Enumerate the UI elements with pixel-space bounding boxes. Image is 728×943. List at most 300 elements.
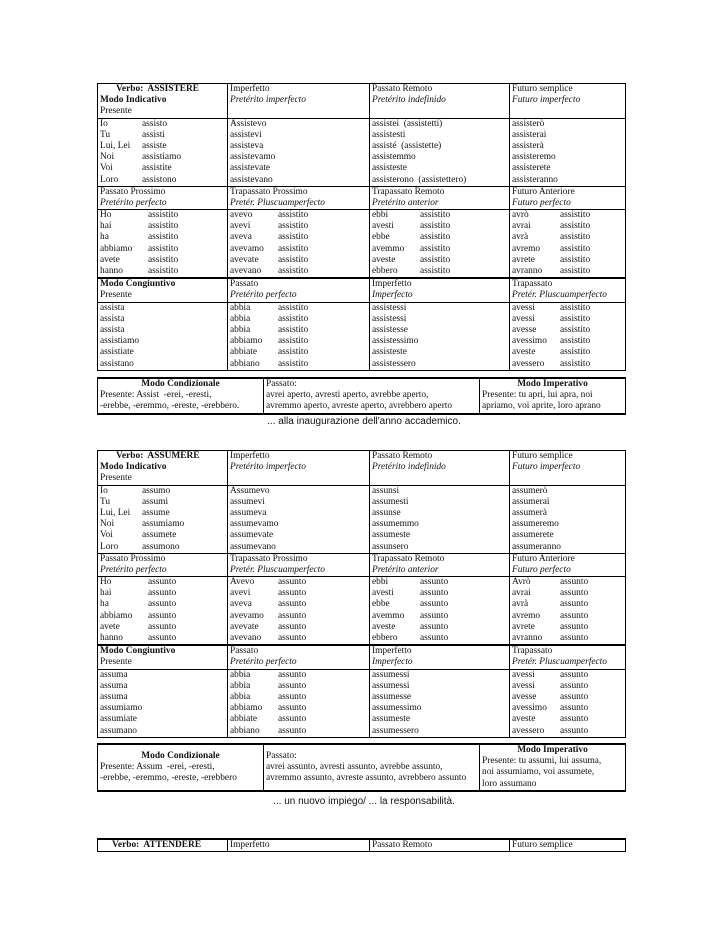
cell-line: assistessimo — [372, 336, 419, 347]
indicativo-label: Modo Indicativo — [100, 462, 167, 473]
tense-spanish: Pretérito imperfecto — [230, 462, 306, 473]
form-aux: hai — [100, 588, 112, 599]
cell-line — [512, 703, 623, 714]
cell-line — [100, 130, 225, 141]
cell-line — [372, 599, 507, 610]
cell-line — [230, 681, 367, 692]
form-part: assunto — [278, 680, 307, 691]
form-part: assistito — [420, 266, 451, 276]
form-part: assistito — [278, 221, 309, 232]
form-part: assistito — [560, 266, 591, 276]
form-aux: avete — [100, 254, 120, 265]
cell-line — [512, 232, 623, 243]
forms-cell — [228, 577, 370, 646]
cell-line — [372, 266, 507, 277]
form-part: assunto — [420, 577, 449, 588]
form-part: assistito — [560, 232, 591, 243]
cell-line — [372, 577, 507, 588]
condizionale-title: Modo Condizionale — [141, 379, 220, 389]
pronoun: Voi — [100, 163, 113, 174]
tense-header-cell — [228, 645, 370, 669]
form-part: assistito — [420, 254, 451, 265]
form-part: assunto — [278, 669, 307, 680]
cell-line — [372, 210, 507, 221]
verb-form: assistiamo — [142, 152, 182, 163]
form-part: assistito — [278, 313, 309, 324]
form-part: assistito — [278, 302, 309, 313]
cell-line — [100, 244, 225, 255]
form-aux: avremo — [512, 243, 541, 254]
cell-line — [230, 325, 367, 336]
compound-header-cell — [228, 553, 370, 576]
congiuntivo-forms-row — [98, 302, 626, 370]
cell-line — [512, 599, 623, 610]
cell-line: assistiamo — [100, 336, 140, 347]
tense-spanish: Pretér. Pluscuamperfecto — [512, 290, 607, 301]
form-part: assistito — [278, 266, 309, 276]
pronoun: Loro — [100, 174, 119, 185]
cell-line — [100, 221, 225, 232]
forms-cell — [510, 210, 626, 279]
cell-line — [100, 611, 225, 622]
form-aux: avrai — [512, 221, 531, 232]
form-aux: avessi — [512, 669, 535, 680]
cell-line: assumiamo — [100, 703, 143, 714]
form-part: assunto — [420, 633, 449, 643]
compound-header-cell — [510, 553, 626, 576]
form-aux: avremo — [512, 610, 541, 621]
form-aux: Ho — [100, 210, 112, 221]
form-aux: avesse — [512, 691, 537, 702]
tense-spanish: Pretérito imperfecto — [230, 95, 306, 106]
form-aux: avemmo — [372, 610, 405, 621]
verb-cell — [98, 84, 228, 119]
form-aux: avesti — [372, 588, 394, 599]
form-part: assistito — [278, 336, 309, 347]
cell-line — [512, 633, 623, 644]
tense-spanish: Pretérito indefinido — [372, 462, 446, 473]
form-aux: abbia — [230, 302, 251, 313]
form-aux: aveva — [230, 599, 252, 610]
cell-line — [372, 221, 507, 232]
form-aux: avesti — [372, 221, 394, 232]
pronoun: Tu — [100, 129, 111, 140]
cell-line: assisterò — [512, 118, 545, 129]
tense-name: Futuro Anteriore — [512, 186, 575, 197]
form-aux: aveste — [512, 347, 536, 358]
cell-line — [100, 542, 225, 553]
form-part: assunto — [420, 599, 449, 610]
tense-name: Futuro semplice — [512, 84, 573, 94]
cell-line — [512, 588, 623, 599]
example-caption: ... un nuovo impiego/ ... la responsabilità. — [273, 796, 455, 807]
cell-line: assisterai — [512, 129, 547, 140]
forms-cell — [370, 302, 510, 370]
verb-title: Verbo: ATTENDERE — [112, 840, 202, 850]
tense-name: Trapassato — [512, 646, 553, 657]
cell-line: assisterà — [512, 140, 544, 151]
forms-cell — [370, 485, 510, 553]
form-part: assistito — [560, 210, 591, 221]
tense-header-cell — [370, 451, 510, 486]
cell-line — [100, 119, 225, 130]
tense-header-cell — [98, 839, 228, 852]
cell-line — [372, 244, 507, 255]
cell-line: assistevano — [230, 174, 273, 185]
form-part: assunto — [278, 577, 307, 588]
cell-line — [230, 726, 367, 737]
verb-form: assumiamo — [142, 519, 185, 530]
tense-spanish: Imperfecto — [372, 657, 413, 668]
form-aux: avessi — [512, 313, 535, 324]
form-aux: abbiano — [230, 358, 260, 369]
tense-name: Imperfetto — [230, 451, 270, 461]
form-aux: abbiate — [230, 347, 258, 358]
form-part: assistito — [420, 232, 451, 243]
verb-form: assisto — [142, 118, 168, 129]
cell-line: assistevate — [230, 163, 271, 174]
form-part: assunto — [560, 680, 589, 691]
header-row — [98, 451, 626, 486]
congiuntivo-label-cell — [98, 645, 228, 669]
form-part: assunto — [560, 703, 589, 714]
tense-name: Trapassato Prossimo — [230, 553, 308, 564]
form-aux: avrà — [512, 599, 529, 610]
pronoun: Voi — [100, 530, 113, 541]
imperativo-title: Modo Imperativo — [517, 379, 588, 389]
compound-header-cell — [510, 186, 626, 209]
congiuntivo-label: Modo Congiuntivo — [100, 646, 176, 657]
verb-table — [97, 450, 626, 738]
forms-cell — [228, 302, 370, 370]
cell-line: assista — [100, 313, 125, 324]
cell-line: assista — [100, 324, 125, 335]
tense-name: Trapassato Remoto — [372, 186, 445, 197]
tense-name: Futuro semplice — [512, 840, 573, 850]
form-aux: ha — [100, 232, 109, 243]
cell-line — [512, 266, 623, 277]
form-aux: Avrò — [512, 577, 531, 588]
cell-line — [230, 255, 367, 266]
cell-line: assumessero — [372, 725, 419, 736]
form-part: assunto — [420, 610, 449, 621]
cell-line: avrei assunto, avresti assunto, avrebbe assunto, — [266, 761, 443, 772]
form-part: assistito — [148, 221, 179, 232]
cell-line — [100, 633, 225, 644]
cell-line: assumemmo — [372, 519, 419, 530]
cell-line — [512, 221, 623, 232]
cell-line — [100, 599, 225, 610]
form-part: assunto — [560, 725, 589, 736]
form-aux: avessero — [512, 725, 545, 736]
cell-line — [230, 599, 367, 610]
form-aux: avranno — [512, 266, 543, 276]
cell-line: assumevate — [230, 530, 274, 541]
cell-line: Assumevo — [230, 485, 270, 496]
verb-form: assumo — [142, 485, 171, 496]
form-part: assistito — [420, 221, 451, 232]
cell-line: assistessi — [372, 302, 407, 313]
tense-header-cell — [510, 451, 626, 486]
cell-line — [230, 266, 367, 277]
cell-line — [100, 152, 225, 163]
cell-line: assumiate — [100, 714, 137, 725]
passato-cell — [264, 378, 480, 414]
form-aux: ebbi — [372, 577, 389, 588]
verb-form: assistite — [142, 163, 172, 174]
verb-table — [97, 83, 626, 371]
cell-line: -erebbe, -eremmo, -ereste, -erebbero. — [100, 401, 240, 412]
pronoun: Loro — [100, 541, 119, 552]
pronoun: Tu — [100, 496, 111, 507]
cell-line: -erebbe, -eremmo, -ereste, -erebbero — [100, 772, 237, 783]
moods-tr — [98, 378, 626, 414]
form-part: assistito — [148, 243, 179, 254]
tense-header-cell — [510, 645, 626, 669]
form-aux: abbia — [230, 691, 251, 702]
imperativo-cell — [480, 378, 626, 414]
cell-line — [230, 692, 367, 703]
cell-line — [512, 303, 623, 314]
cell-line — [512, 577, 623, 588]
form-aux: avrò — [512, 210, 529, 221]
cell-line — [100, 232, 225, 243]
cell-line — [512, 726, 623, 737]
pronoun: Noi — [100, 152, 115, 163]
form-part: assistito — [560, 324, 591, 335]
cell-line: assumessi — [372, 669, 410, 680]
cell-line: Presente: tu apri, lui apra, noi — [482, 390, 593, 401]
form-aux: avevano — [230, 633, 262, 643]
header-row — [98, 839, 626, 852]
cell-line: assumeranno — [512, 541, 561, 552]
form-aux: avranno — [512, 633, 543, 643]
form-part: assistito — [148, 210, 179, 221]
tense-spanish: Pretérito perfecto — [100, 197, 167, 208]
cell-line: noi assumiamo, voi assumete, — [482, 767, 595, 778]
form-aux: ebbero — [372, 633, 398, 643]
verb-title: Verbo: ASSISTERE — [116, 84, 200, 94]
verb-form: assumete — [142, 530, 177, 541]
form-aux: ha — [100, 599, 109, 610]
cell-line: assisté (assistette) — [372, 140, 442, 151]
form-aux: ebbe — [372, 232, 390, 243]
cell-line — [100, 588, 225, 599]
cell-line — [100, 508, 225, 519]
form-part: assistito — [420, 210, 451, 221]
imperativo-title: Modo Imperativo — [517, 745, 588, 755]
form-aux: hai — [100, 221, 112, 232]
form-part: assistito — [278, 324, 309, 335]
cell-line — [230, 359, 367, 370]
form-part: assistito — [278, 254, 309, 265]
form-aux: avevamo — [230, 610, 264, 621]
cell-line: assistesti — [372, 129, 406, 140]
forms-cell — [98, 577, 228, 646]
tense-header-cell — [510, 84, 626, 119]
cell-line — [230, 714, 367, 725]
cell-line — [512, 347, 623, 358]
form-part: assunto — [278, 714, 307, 725]
compound-header-cell — [228, 186, 370, 209]
tense-name: Passato Prossimo — [100, 186, 166, 197]
cell-line: assistevamo — [230, 152, 276, 163]
tense-header-cell — [228, 451, 370, 486]
cell-line: assuma — [100, 669, 128, 680]
form-aux: avrai — [512, 588, 531, 599]
cell-line: loro assumano — [482, 778, 537, 789]
passato-title: Passato: — [266, 379, 297, 389]
cell-line — [230, 347, 367, 358]
cell-line — [512, 325, 623, 336]
condizionale-title: Modo Condizionale — [141, 750, 220, 761]
form-part: assunto — [278, 599, 307, 610]
cell-line: assisteva — [230, 140, 264, 151]
cell-line — [100, 497, 225, 508]
cell-line — [372, 255, 507, 266]
forms-cell — [510, 485, 626, 553]
form-aux: ebbero — [372, 266, 398, 276]
tense-name: Trapassato — [512, 279, 553, 290]
form-part: assunto — [278, 588, 307, 599]
form-part: assunto — [278, 725, 307, 736]
form-part: assistito — [148, 254, 179, 265]
form-part: assunto — [278, 633, 307, 643]
form-part: assistito — [560, 313, 591, 324]
tense-spanish: Pretérito anterior — [372, 564, 439, 575]
form-aux: avessimo — [512, 703, 547, 714]
tense-name: Futuro Anteriore — [512, 553, 575, 564]
presente-label: Presente — [100, 657, 132, 668]
cell-line — [230, 611, 367, 622]
tense-header-cell — [370, 278, 510, 302]
tense-name: Imperfetto — [372, 646, 412, 657]
cell-line: assistemmo — [372, 152, 416, 163]
form-aux: abbia — [230, 680, 251, 691]
cell-line — [100, 141, 225, 152]
form-part: assunto — [560, 599, 589, 610]
cell-line — [512, 210, 623, 221]
form-part: assunto — [148, 588, 177, 599]
cell-line: Presente: Assum -erei, -eresti, — [100, 761, 215, 772]
verb-form: assisti — [142, 129, 165, 140]
form-part: assistito — [560, 336, 591, 347]
cell-line — [230, 232, 367, 243]
form-aux: abbiate — [230, 714, 258, 725]
cell-line: assuma — [100, 691, 128, 702]
forms-cell — [510, 669, 626, 737]
tense-spanish: Futuro imperfecto — [512, 95, 581, 106]
form-aux: avessi — [512, 680, 535, 691]
congiuntivo-label-cell — [98, 278, 228, 302]
cell-line — [512, 622, 623, 633]
form-aux: abbiamo — [230, 336, 263, 347]
tense-name: Passato Remoto — [372, 84, 433, 94]
cell-line — [512, 255, 623, 266]
cell-line — [512, 359, 623, 370]
cell-line — [512, 670, 623, 681]
form-aux: abbiamo — [100, 610, 133, 621]
tense-spanish: Futuro perfecto — [512, 564, 571, 575]
compound-header-cell — [370, 553, 510, 576]
form-part: assunto — [560, 610, 589, 621]
verb-table-stub — [97, 838, 626, 852]
cell-line: assista — [100, 302, 125, 313]
cell-line — [230, 336, 367, 347]
verb-cell — [98, 451, 228, 486]
cell-line — [372, 611, 507, 622]
compound-header-cell — [98, 553, 228, 576]
form-part: assunto — [148, 633, 177, 643]
forms-cell — [370, 118, 510, 186]
cell-line: assisteranno — [512, 174, 558, 185]
form-aux: avessimo — [512, 336, 547, 347]
cell-line — [372, 588, 507, 599]
cell-line — [100, 519, 225, 530]
tense-spanish: Pretér. Pluscuamperfecto — [230, 564, 325, 575]
tense-name: Futuro semplice — [512, 451, 573, 461]
cell-line — [230, 670, 367, 681]
verb-title: Verbo: ASSUMERE — [116, 451, 200, 461]
cell-line — [512, 244, 623, 255]
form-part: assistito — [560, 358, 591, 369]
tense-name: Passato — [230, 279, 259, 290]
cell-line: assumessi — [372, 680, 410, 691]
cell-line — [100, 255, 225, 266]
form-part: assunto — [560, 691, 589, 702]
form-part: assunto — [278, 610, 307, 621]
cell-line — [230, 577, 367, 588]
cell-line — [372, 633, 507, 644]
cell-line — [512, 336, 623, 347]
indicativo-simple-row — [98, 118, 626, 186]
condizionale-cell — [98, 378, 264, 414]
form-aux: abbiano — [230, 725, 260, 736]
form-aux: avevano — [230, 266, 262, 276]
cell-line — [100, 622, 225, 633]
tense-spanish: Futuro imperfecto — [512, 462, 581, 473]
cell-line: assisterete — [512, 163, 551, 174]
cell-line: assumano — [100, 725, 137, 736]
congiuntivo-header-row — [98, 278, 626, 302]
verb-form: assume — [142, 507, 170, 518]
tense-spanish: Pretér. Pluscuamperfecto — [230, 197, 325, 208]
form-aux: avevi — [230, 221, 251, 232]
form-aux: avevate — [230, 621, 259, 632]
presente-cell — [98, 485, 228, 553]
tense-header-cell — [510, 839, 626, 852]
form-part: assunto — [148, 621, 177, 632]
cell-line: assisteste — [372, 163, 407, 174]
cell-line: assunsi — [372, 485, 400, 496]
form-part: assistito — [148, 232, 179, 243]
form-part: assunto — [278, 691, 307, 702]
cell-line — [512, 611, 623, 622]
form-aux: ebbi — [372, 210, 389, 221]
imperativo-cell — [480, 744, 626, 791]
compound-header-cell — [98, 186, 228, 209]
forms-cell — [510, 577, 626, 646]
cell-line — [230, 303, 367, 314]
form-part: assunto — [278, 703, 307, 714]
cell-line — [230, 221, 367, 232]
forms-cell — [510, 118, 626, 186]
form-aux: hanno — [100, 266, 123, 276]
cell-line: assistei (assistetti) — [372, 118, 443, 129]
form-part: assistito — [278, 347, 309, 358]
cell-line — [512, 692, 623, 703]
cell-line: assistano — [100, 358, 134, 369]
